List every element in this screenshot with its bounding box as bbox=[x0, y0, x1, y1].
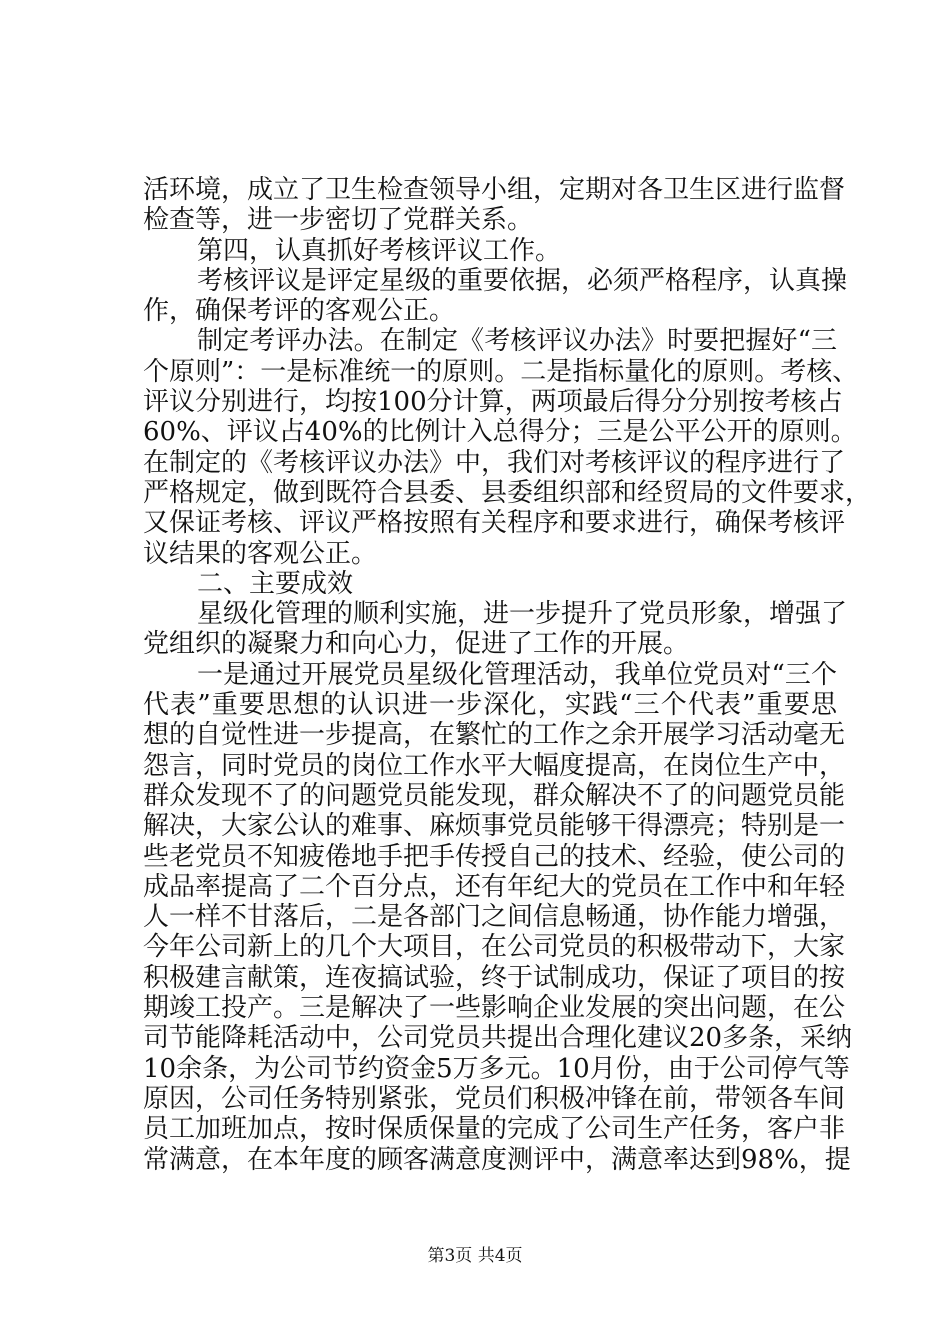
text-line: 常满意，在本年度的顾客满意度测评中，满意率达到98%，提 bbox=[143, 1144, 851, 1175]
text-line: 严格规定，做到既符合县委、县委组织部和经贸局的文件要求， bbox=[143, 477, 872, 508]
text-line: 10余条，为公司节约资金5万多元。10月份，由于公司停气等 bbox=[143, 1053, 850, 1084]
text-line: 些老党员不知疲倦地手把手传授自己的技术、经验，使公司的 bbox=[143, 841, 846, 872]
text-line: 成品率提高了二个百分点，还有年纪大的党员在工作中和年轻 bbox=[143, 871, 846, 902]
text-line: 代表”重要思想的认识进一步深化，实践“三个代表”重要思 bbox=[143, 690, 837, 721]
text-line: 原因，公司任务特别紧张，党员们积极冲锋在前，带领各车间 bbox=[143, 1083, 846, 1114]
text-line: 司节能降耗活动中，公司党员共提出合理化建议20多条，采纳 bbox=[143, 1023, 853, 1054]
text-line: 积极建言献策，连夜搞试验，终于试制成功，保证了项目的按 bbox=[143, 962, 846, 993]
text-line: 评议分别进行，均按100分计算，两项最后得分分别按考核占 bbox=[143, 387, 843, 418]
text-line: 想的自觉性进一步提高，在繁忙的工作之余开展学习活动毫无 bbox=[143, 720, 846, 751]
text-line: 60%、评议占40%的比例计入总得分；三是公平公开的原则。 bbox=[143, 417, 857, 448]
text-line: 群众发现不了的问题党员能发现，群众解决不了的问题党员能 bbox=[143, 780, 846, 811]
text-line: 期竣工投产。三是解决了一些影响企业发展的突出问题，在公 bbox=[143, 993, 846, 1024]
text-line: 第四，认真抓好考核评议工作。 bbox=[197, 235, 562, 266]
text-line: 作，确保考评的客观公正。 bbox=[143, 296, 456, 327]
text-line: 检查等，进一步密切了党群关系。 bbox=[143, 205, 534, 236]
text-line: 二、主要成效 bbox=[197, 568, 354, 599]
text-line: 今年公司新上的几个大项目，在公司党员的积极带动下，大家 bbox=[143, 932, 846, 963]
text-line: 在制定的《考核评议办法》中，我们对考核评议的程序进行了 bbox=[143, 447, 846, 478]
text-line: 怨言，同时党员的岗位工作水平大幅度提高，在岗位生产中， bbox=[143, 750, 846, 781]
text-line: 议结果的客观公正。 bbox=[143, 538, 378, 569]
text-line: 制定考评办法。在制定《考核评议办法》时要把握好“三 bbox=[197, 326, 837, 357]
text-line: 党组织的凝聚力和向心力，促进了工作的开展。 bbox=[143, 629, 690, 660]
text-line: 考核评议是评定星级的重要依据，必须严格程序，认真操 bbox=[197, 265, 848, 296]
text-line: 一是通过开展党员星级化管理活动，我单位党员对“三个 bbox=[197, 659, 837, 690]
document-body bbox=[143, 175, 872, 1175]
text-line: 活环境，成立了卫生检查领导小组，定期对各卫生区进行监督 bbox=[143, 175, 846, 205]
text-line: 人一样不甘落后，二是各部门之间信息畅通，协作能力增强， bbox=[143, 902, 846, 933]
text-line: 解决，大家公认的难事、麻烦事党员能够干得漂亮；特别是一 bbox=[143, 811, 846, 842]
text-line: 又保证考核、评议严格按照有关程序和要求进行，确保考核评 bbox=[143, 508, 846, 539]
text-line: 员工加班加点，按时保质保量的完成了公司生产任务，客户非 bbox=[143, 1114, 846, 1145]
page-footer: 第3页 共4页 bbox=[427, 1246, 523, 1266]
text-line: 星级化管理的顺利实施，进一步提升了党员形象，增强了 bbox=[197, 599, 848, 630]
text-line: 个原则”：一是标准统一的原则。二是指标量化的原则。考核、 bbox=[143, 356, 859, 387]
